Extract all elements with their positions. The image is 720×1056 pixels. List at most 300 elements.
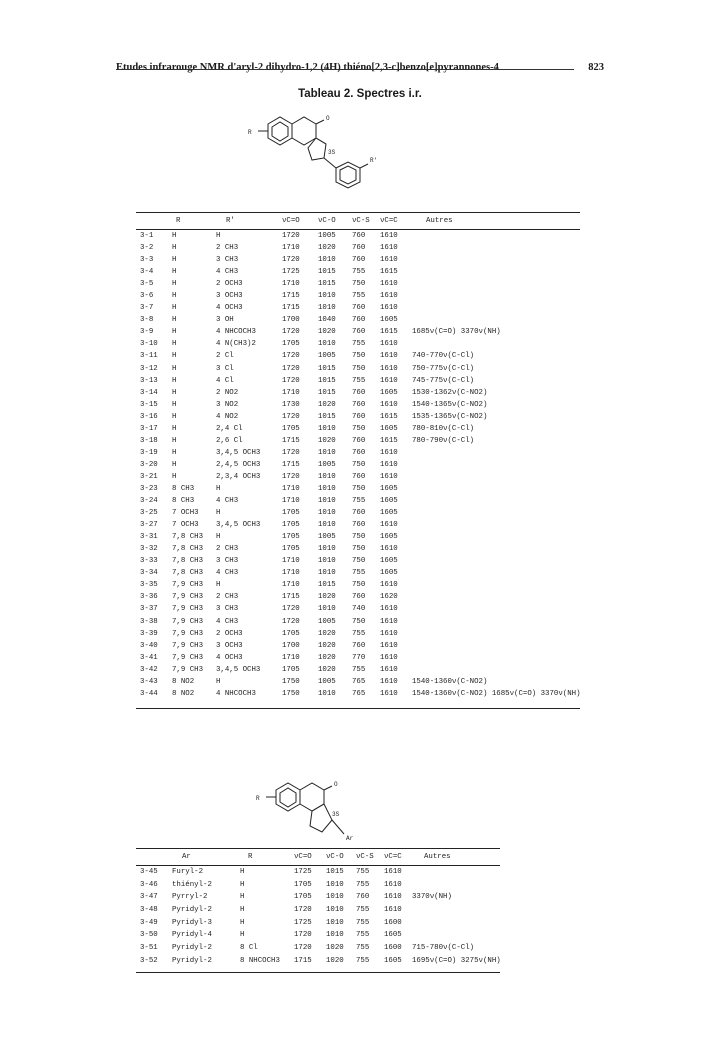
table1-cell-vC-O: 1010 xyxy=(318,424,336,433)
table1-row xyxy=(136,519,580,531)
table1-cell-R: 8 CH3 xyxy=(172,484,195,493)
table2-header-autres: Autres xyxy=(424,853,451,861)
table2-cell-vCC: 1610 xyxy=(384,868,402,876)
table1-cell-R: 7,9 CH3 xyxy=(172,581,204,590)
structure1-R-label: R xyxy=(248,129,252,136)
table1-row xyxy=(136,338,580,350)
table1-row xyxy=(136,591,580,603)
table1-cell-vCC: 1605 xyxy=(380,316,398,325)
table1-cell-Rp: 2 CH3 xyxy=(216,593,239,602)
table1-cell-vCC: 1610 xyxy=(380,340,398,349)
table1-cell-vC-O: 1010 xyxy=(318,292,336,301)
table2-body xyxy=(136,866,500,968)
table1-cell-vC-O: 1010 xyxy=(318,472,336,481)
table1-cell-vCC: 1610 xyxy=(380,605,398,614)
table1-row xyxy=(136,531,580,543)
table1-cell-Rp: 3,4,5 OCH3 xyxy=(216,521,261,530)
table2-cell-compound: 3-45 xyxy=(140,868,158,876)
table1-cell-vC-O: 1005 xyxy=(318,460,336,469)
table1-cell-vCS: 760 xyxy=(352,232,366,240)
table2-header-Ar: Ar xyxy=(182,853,191,861)
table2-header-R: R xyxy=(248,853,253,861)
table1-cell-R: H xyxy=(172,400,177,409)
table1-row xyxy=(136,447,580,459)
table1-cell-vC-O: 1010 xyxy=(318,304,336,313)
table1-row xyxy=(136,579,580,591)
table1-cell-vC-O: 1010 xyxy=(318,569,336,578)
structure1-Rp-label: R' xyxy=(370,157,378,164)
table1-cell-R: H xyxy=(172,268,177,277)
table1-cell-vCC: 1610 xyxy=(380,689,398,698)
table1-cell-vCC: 1615 xyxy=(380,412,398,421)
table2-cell-Ar: Pyridyl-3 xyxy=(172,918,212,927)
table2-cell-R: 8 Cl xyxy=(240,944,258,953)
table1-cell-Rp: 4 CH3 xyxy=(216,569,239,578)
table1-cell-vC-O: 1015 xyxy=(318,412,336,421)
table1-cell-vCC: 1605 xyxy=(380,424,398,433)
running-title: Etudes infrarouge NMR d'aryl-2 dihydro-1,2 (4H) thiéno[2,3-c]benzo[e]pyrannones-4 xyxy=(116,62,499,73)
table1-cell-compound: 3-43 xyxy=(140,677,158,686)
table1-cell-compound: 3-21 xyxy=(140,472,158,481)
table1-row xyxy=(136,375,580,387)
table1-cell-vCC: 1605 xyxy=(380,557,398,566)
ir-spectra-table-2 xyxy=(136,848,500,973)
table1-header-vCC: νC=C xyxy=(380,217,398,225)
table1-cell-vCC: 1610 xyxy=(380,292,398,301)
table2-cell-R: H xyxy=(240,868,245,876)
table1-cell-vCO: 1710 xyxy=(282,388,300,397)
table1-cell-R: 7,9 CH3 xyxy=(172,593,204,602)
table2-cell-vCO: 1725 xyxy=(294,918,312,927)
table1-cell-compound: 3-20 xyxy=(140,460,158,469)
table2-cell-vCS: 755 xyxy=(356,906,370,915)
table1-cell-vCC: 1610 xyxy=(380,400,398,409)
table2-cell-vCO: 1705 xyxy=(294,880,312,889)
table1-cell-R: 7,9 CH3 xyxy=(172,617,204,626)
table2-header-vCS: νC-S xyxy=(356,853,374,861)
table2-cell-Ar: thiényl-2 xyxy=(172,880,212,889)
table1-cell-R: 7 OCH3 xyxy=(172,521,199,530)
table1-cell-vCC: 1610 xyxy=(380,581,398,590)
table1-cell-vCS: 760 xyxy=(352,328,366,337)
table2-cell-Ar: Furyl-2 xyxy=(172,868,204,876)
table1-cell-vC-O: 1010 xyxy=(318,484,336,493)
table1-cell-vCC: 1620 xyxy=(380,593,398,602)
table2-cell-compound: 3-49 xyxy=(140,918,158,927)
table1-row xyxy=(136,254,580,266)
table1-cell-Rp: 2,4 Cl xyxy=(216,424,243,433)
table1-cell-vCO: 1705 xyxy=(282,340,300,349)
table1-cell-Rp: H xyxy=(216,484,221,493)
table1-cell-vC-O: 1020 xyxy=(318,400,336,409)
table2-cell-vCS: 760 xyxy=(356,893,370,902)
table1-cell-vC-O: 1020 xyxy=(318,629,336,638)
table1-cell-vCO: 1720 xyxy=(282,412,300,421)
table1-cell-vCO: 1710 xyxy=(282,569,300,578)
table1-cell-vC-O: 1010 xyxy=(318,521,336,530)
table2-cell-vC-O: 1010 xyxy=(326,880,344,889)
table1-cell-Rp: 4 CH3 xyxy=(216,268,239,277)
table2-cell-vCO: 1720 xyxy=(294,944,312,953)
table1-cell-vCC: 1610 xyxy=(380,232,398,240)
table2-cell-vC-O: 1015 xyxy=(326,868,344,876)
table1-cell-R: H xyxy=(172,292,177,301)
table1-cell-Rp: 4 Cl xyxy=(216,376,234,385)
table1-cell-autres: 1540-1360ν(C-NO2) 1685ν(C=O) 3370ν(NH) xyxy=(412,689,581,698)
table1-cell-vCO: 1715 xyxy=(282,292,300,301)
table2-cell-autres: 715-780ν(C-Cl) xyxy=(412,944,475,953)
table1-cell-compound: 3-16 xyxy=(140,412,158,421)
table1-cell-vCS: 750 xyxy=(352,424,366,433)
table1-body xyxy=(136,230,580,700)
table1-cell-vCO: 1700 xyxy=(282,316,300,325)
table1-cell-vCO: 1710 xyxy=(282,484,300,493)
table1-cell-vCO: 1705 xyxy=(282,509,300,518)
table1-cell-compound: 3-8 xyxy=(140,316,154,325)
table1-cell-vC-O: 1005 xyxy=(318,352,336,361)
table1-cell-vCC: 1610 xyxy=(380,629,398,638)
ir-spectra-table-1 xyxy=(136,212,580,709)
table1-cell-R: 7,9 CH3 xyxy=(172,641,204,650)
table1-cell-vCO: 1720 xyxy=(282,376,300,385)
table1-cell-vCO: 1725 xyxy=(282,268,300,277)
table1-cell-vC-O: 1010 xyxy=(318,340,336,349)
table1-cell-vCO: 1710 xyxy=(282,653,300,662)
table1-cell-vCS: 760 xyxy=(352,448,366,457)
table1-cell-autres: 740-770ν(C-Cl) xyxy=(412,352,475,361)
table1-cell-vC-O: 1020 xyxy=(318,593,336,602)
table1-cell-R: H xyxy=(172,340,177,349)
table1-cell-vCC: 1610 xyxy=(380,665,398,674)
table1-cell-Rp: 3 Cl xyxy=(216,364,234,373)
table1-cell-vCS: 755 xyxy=(352,340,366,349)
table2-header-vCO: νC=O xyxy=(294,853,312,861)
table1-header-vC-O: νC-O xyxy=(318,217,336,225)
table2-cell-autres: 3370ν(NH) xyxy=(412,893,452,902)
table1-cell-vCS: 750 xyxy=(352,364,366,373)
table1-cell-vC-O: 1010 xyxy=(318,545,336,554)
table1-cell-vC-O: 1015 xyxy=(318,364,336,373)
table1-cell-R: 8 NO2 xyxy=(172,677,195,686)
table1-row xyxy=(136,567,580,579)
table2-cell-vC-O: 1020 xyxy=(326,956,344,965)
structure1-S-label: 3S xyxy=(328,149,336,156)
table2-row xyxy=(136,955,500,968)
table1-cell-compound: 3-4 xyxy=(140,268,154,277)
running-header xyxy=(116,62,604,76)
table1-row xyxy=(136,423,580,435)
table1-cell-Rp: H xyxy=(216,533,221,542)
table2-row xyxy=(136,942,500,955)
table1-cell-vC-O: 1010 xyxy=(318,509,336,518)
table1-cell-vCO: 1720 xyxy=(282,328,300,337)
table1-cell-R: 7,8 CH3 xyxy=(172,557,204,566)
table1-row xyxy=(136,314,580,326)
table1-cell-vCC: 1610 xyxy=(380,280,398,289)
table2-cell-vCS: 755 xyxy=(356,956,370,965)
table1-cell-vCO: 1730 xyxy=(282,400,300,409)
table1-cell-vC-O: 1015 xyxy=(318,280,336,289)
table1-cell-Rp: 4 CH3 xyxy=(216,497,239,506)
table1-cell-vCS: 760 xyxy=(352,316,366,325)
table1-cell-Rp: 3 OCH3 xyxy=(216,292,243,301)
table1-cell-Rp: 2,6 Cl xyxy=(216,436,243,445)
table2-header-vCC: νC=C xyxy=(384,853,402,861)
table1-header-autres: Autres xyxy=(426,217,453,225)
table1-cell-vCS: 760 xyxy=(352,472,366,481)
table2-cell-vCC: 1605 xyxy=(384,931,402,940)
table1-cell-R: H xyxy=(172,256,177,265)
table1-cell-compound: 3-41 xyxy=(140,653,158,662)
table1-cell-R: 7,9 CH3 xyxy=(172,629,204,638)
table1-cell-R: H xyxy=(172,412,177,421)
table1-cell-vCC: 1615 xyxy=(380,436,398,445)
table-caption: Tableau 2. Spectres i.r. xyxy=(298,88,422,100)
table1-cell-compound: 3-44 xyxy=(140,689,158,698)
table1-cell-vCC: 1610 xyxy=(380,364,398,373)
table1-row xyxy=(136,652,580,664)
table2-row xyxy=(136,866,500,879)
table1-cell-autres: 750-775ν(C-Cl) xyxy=(412,364,475,373)
table1-cell-compound: 3-23 xyxy=(140,484,158,493)
table1-cell-vCC: 1610 xyxy=(380,653,398,662)
table1-cell-compound: 3-19 xyxy=(140,448,158,457)
table1-cell-R: H xyxy=(172,304,177,313)
table1-cell-R: 8 NO2 xyxy=(172,689,195,698)
table1-cell-vCS: 750 xyxy=(352,581,366,590)
table2-cell-vCC: 1600 xyxy=(384,944,402,953)
table1-cell-Rp: H xyxy=(216,677,221,686)
table2-row xyxy=(136,917,500,930)
table1-cell-Rp: 3,4,5 OCH3 xyxy=(216,665,261,674)
table2-cell-vCO: 1715 xyxy=(294,956,312,965)
table1-cell-Rp: 2 NO2 xyxy=(216,388,239,397)
table1-bottom-rule xyxy=(136,708,580,709)
table1-cell-compound: 3-34 xyxy=(140,569,158,578)
table1-cell-vCS: 755 xyxy=(352,629,366,638)
table1-cell-compound: 3-42 xyxy=(140,665,158,674)
table1-row xyxy=(136,242,580,254)
table1-cell-vCC: 1610 xyxy=(380,448,398,457)
table1-cell-vCO: 1710 xyxy=(282,497,300,506)
table1-cell-vCC: 1610 xyxy=(380,352,398,361)
table1-cell-Rp: 2,3,4 OCH3 xyxy=(216,472,261,481)
table1-cell-vCO: 1705 xyxy=(282,629,300,638)
table1-cell-vCC: 1605 xyxy=(380,497,398,506)
table1-cell-R: H xyxy=(172,328,177,337)
table2-cell-vCC: 1610 xyxy=(384,880,402,889)
table1-row xyxy=(136,616,580,628)
table1-cell-vCS: 755 xyxy=(352,376,366,385)
table1-cell-vCS: 760 xyxy=(352,521,366,530)
table1-cell-compound: 3-6 xyxy=(140,292,154,301)
table1-cell-compound: 3-17 xyxy=(140,424,158,433)
structure2-S-label: 3S xyxy=(332,811,340,818)
table1-row xyxy=(136,230,580,242)
table1-row xyxy=(136,387,580,399)
table1-cell-vCS: 760 xyxy=(352,412,366,421)
table2-cell-Ar: Pyridyl-2 xyxy=(172,956,212,965)
table1-cell-vCO: 1720 xyxy=(282,232,300,240)
table1-cell-vCC: 1610 xyxy=(380,460,398,469)
table2-cell-Ar: Pyridyl-2 xyxy=(172,906,212,915)
table1-cell-vCO: 1750 xyxy=(282,677,300,686)
table1-cell-vC-O: 1010 xyxy=(318,605,336,614)
table1-cell-Rp: 4 NO2 xyxy=(216,412,239,421)
table1-cell-vC-O: 1040 xyxy=(318,316,336,325)
table1-cell-vCS: 750 xyxy=(352,533,366,542)
table1-header-vCO: νC=O xyxy=(282,217,300,225)
table2-cell-vCO: 1720 xyxy=(294,931,312,940)
table1-cell-vCS: 755 xyxy=(352,569,366,578)
table1-cell-vC-O: 1020 xyxy=(318,436,336,445)
table1-cell-Rp: 4 OCH3 xyxy=(216,304,243,313)
table1-cell-compound: 3-3 xyxy=(140,256,154,265)
structure2-Ar-label: Ar xyxy=(346,835,354,842)
table2-cell-vCS: 755 xyxy=(356,918,370,927)
table2-cell-R: H xyxy=(240,880,245,889)
table1-header-Rp: R' xyxy=(226,217,235,225)
table2-cell-R: H xyxy=(240,931,245,940)
table1-cell-vCS: 750 xyxy=(352,617,366,626)
table1-cell-R: 7,9 CH3 xyxy=(172,653,204,662)
table1-cell-vCC: 1610 xyxy=(380,617,398,626)
table1-cell-R: H xyxy=(172,472,177,481)
table1-row xyxy=(136,603,580,615)
table1-cell-autres: 1535-1365ν(C-NO2) xyxy=(412,412,488,421)
table2-cell-vCC: 1610 xyxy=(384,893,402,902)
table1-header-vCS: νC-S xyxy=(352,217,370,225)
table1-cell-autres: 1540-1365ν(C-NO2) xyxy=(412,400,488,409)
table1-cell-vCO: 1705 xyxy=(282,545,300,554)
table1-cell-Rp: 4 NHCOCH3 xyxy=(216,328,256,337)
table2-cell-vCS: 755 xyxy=(356,944,370,953)
table2-cell-vCO: 1705 xyxy=(294,893,312,902)
table1-cell-compound: 3-11 xyxy=(140,352,158,361)
table1-row xyxy=(136,363,580,375)
table1-cell-compound: 3-36 xyxy=(140,593,158,602)
table1-cell-vCS: 755 xyxy=(352,665,366,674)
table1-cell-vCC: 1615 xyxy=(380,268,398,277)
table1-cell-vC-O: 1020 xyxy=(318,665,336,674)
table1-cell-compound: 3-31 xyxy=(140,533,158,542)
table1-row xyxy=(136,350,580,362)
table1-cell-vCS: 755 xyxy=(352,292,366,301)
header-strike-line xyxy=(116,69,574,70)
table1-cell-vC-O: 1020 xyxy=(318,641,336,650)
table2-cell-vCC: 1600 xyxy=(384,918,402,927)
structure-diagram-1 xyxy=(240,108,380,208)
table1-cell-vC-O: 1020 xyxy=(318,244,336,253)
table1-cell-vCS: 760 xyxy=(352,388,366,397)
table1-cell-Rp: 4 CH3 xyxy=(216,617,239,626)
table1-cell-vCC: 1610 xyxy=(380,244,398,253)
table2-row xyxy=(136,929,500,942)
table1-cell-R: 7,9 CH3 xyxy=(172,665,204,674)
table2-cell-vC-O: 1010 xyxy=(326,893,344,902)
table1-cell-compound: 3-35 xyxy=(140,581,158,590)
table1-cell-autres: 1530-1362ν(C-NO2) xyxy=(412,388,488,397)
table1-cell-vCC: 1610 xyxy=(380,304,398,313)
table1-cell-vCO: 1720 xyxy=(282,352,300,361)
table1-cell-Rp: H xyxy=(216,509,221,518)
table2-bottom-rule xyxy=(136,972,500,973)
table1-cell-compound: 3-24 xyxy=(140,497,158,506)
table1-cell-Rp: 4 N(CH3)2 xyxy=(216,340,256,349)
table1-cell-vC-O: 1005 xyxy=(318,232,336,240)
table1-cell-R: H xyxy=(172,436,177,445)
table2-cell-vC-O: 1010 xyxy=(326,918,344,927)
table1-cell-compound: 3-2 xyxy=(140,244,154,253)
table1-cell-vC-O: 1010 xyxy=(318,497,336,506)
table2-cell-vCS: 755 xyxy=(356,868,370,876)
table1-cell-vC-O: 1015 xyxy=(318,581,336,590)
table1-cell-vCO: 1710 xyxy=(282,244,300,253)
table2-row xyxy=(136,891,500,904)
table1-cell-compound: 3-40 xyxy=(140,641,158,650)
table1-cell-Rp: H xyxy=(216,232,221,240)
table2-cell-vC-O: 1010 xyxy=(326,906,344,915)
table1-cell-autres: 1540-1360ν(C-NO2) xyxy=(412,677,488,686)
table1-cell-Rp: 4 NHCOCH3 xyxy=(216,689,256,698)
table1-cell-Rp: 3 CH3 xyxy=(216,256,239,265)
table1-cell-R: 8 CH3 xyxy=(172,497,195,506)
table2-cell-vC-O: 1020 xyxy=(326,944,344,953)
table1-row xyxy=(136,688,580,700)
table1-cell-compound: 3-25 xyxy=(140,509,158,518)
table1-cell-R: 7,9 CH3 xyxy=(172,605,204,614)
table1-cell-Rp: H xyxy=(216,581,221,590)
table1-cell-compound: 3-18 xyxy=(140,436,158,445)
table1-cell-Rp: 2 CH3 xyxy=(216,244,239,253)
table1-row xyxy=(136,495,580,507)
page-number: 823 xyxy=(588,62,604,73)
table1-cell-vCS: 760 xyxy=(352,509,366,518)
table1-cell-vCS: 760 xyxy=(352,641,366,650)
table1-cell-compound: 3-13 xyxy=(140,376,158,385)
table1-cell-vCS: 750 xyxy=(352,557,366,566)
table1-cell-vCO: 1715 xyxy=(282,436,300,445)
table1-cell-Rp: 2,4,5 OCH3 xyxy=(216,460,261,469)
table1-cell-compound: 3-32 xyxy=(140,545,158,554)
table1-cell-Rp: 3 CH3 xyxy=(216,557,239,566)
table1-cell-vCC: 1610 xyxy=(380,641,398,650)
table1-cell-vCS: 755 xyxy=(352,268,366,277)
table1-cell-R: 7,8 CH3 xyxy=(172,545,204,554)
table1-row xyxy=(136,399,580,411)
table1-cell-compound: 3-27 xyxy=(140,521,158,530)
table1-row xyxy=(136,676,580,688)
table2-cell-compound: 3-46 xyxy=(140,880,158,889)
table1-row xyxy=(136,483,580,495)
table1-cell-vCS: 750 xyxy=(352,545,366,554)
table1-cell-Rp: 2 OCH3 xyxy=(216,629,243,638)
table2-cell-vCC: 1610 xyxy=(384,906,402,915)
table1-cell-Rp: 3 OH xyxy=(216,316,234,325)
table1-row xyxy=(136,459,580,471)
table1-cell-compound: 3-7 xyxy=(140,304,154,313)
table1-cell-vCC: 1610 xyxy=(380,256,398,265)
table1-row xyxy=(136,628,580,640)
table1-cell-vC-O: 1015 xyxy=(318,376,336,385)
table1-cell-vCS: 760 xyxy=(352,400,366,409)
table2-cell-compound: 3-47 xyxy=(140,893,158,902)
table2-cell-R: H xyxy=(240,906,245,915)
table1-cell-vCO: 1705 xyxy=(282,665,300,674)
table1-cell-R: 7,8 CH3 xyxy=(172,569,204,578)
table2-cell-vCO: 1725 xyxy=(294,868,312,876)
structure1-O-label: O xyxy=(326,115,330,122)
